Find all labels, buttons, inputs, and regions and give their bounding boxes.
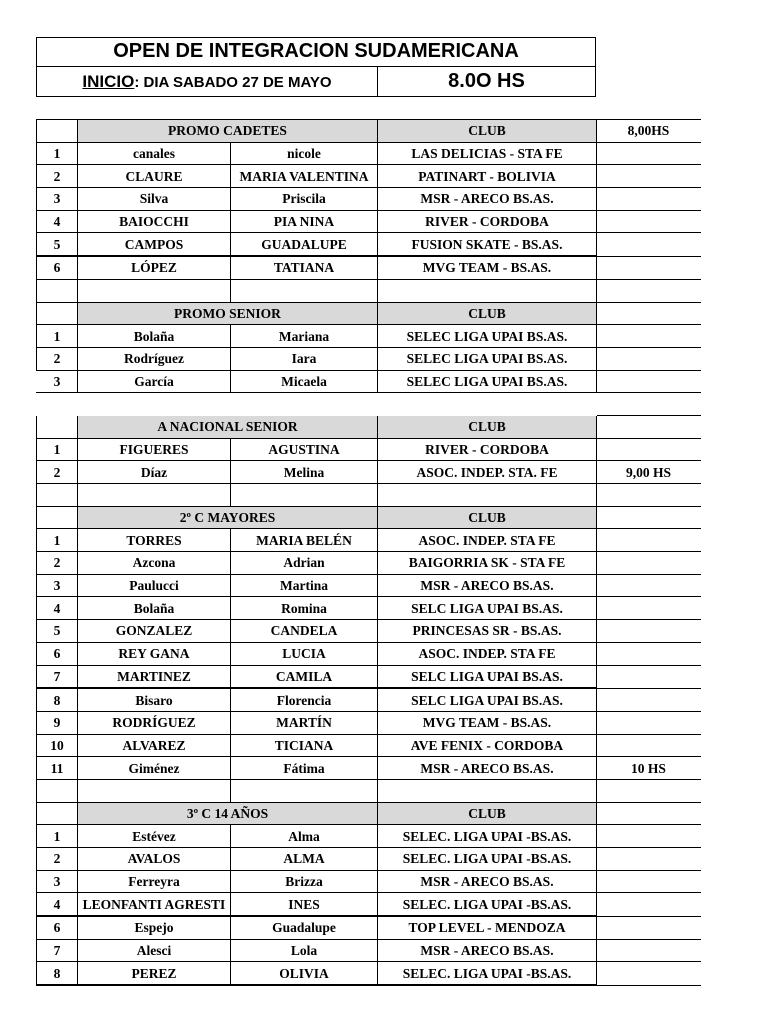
competitor-club: TOP LEVEL - MENDOZA [378, 916, 597, 939]
competitor-club: LAS DELICIAS - STA FE [378, 142, 597, 165]
competitor-time [597, 574, 701, 597]
competitor-last-name: Bolaña [78, 325, 231, 348]
competitor-row [37, 825, 701, 848]
competitor-number: 6 [37, 256, 78, 279]
competitor-club: MSR - ARECO BS.AS. [378, 188, 597, 211]
competitor-first-name: MARTÍN [231, 711, 378, 734]
competitor-club: ASOC. INDEP. STA. FE [378, 461, 597, 484]
competitor-row [37, 370, 701, 393]
competitor-time [597, 347, 701, 370]
competitor-number: 2 [37, 165, 78, 188]
competitor-row [37, 325, 701, 348]
competitor-number: 7 [37, 665, 78, 688]
competitor-last-name: Rodríguez [78, 347, 231, 370]
competitor-time [597, 370, 701, 393]
competitor-time [597, 734, 701, 757]
competitor-last-name: Díaz [78, 461, 231, 484]
competitor-time [597, 256, 701, 279]
competitor-number: 5 [37, 233, 78, 256]
competitor-first-name: nicole [231, 142, 378, 165]
competitor-row [37, 597, 701, 620]
competitor-club: ASOC. INDEP. STA FE [378, 642, 597, 665]
competitor-number: 1 [37, 529, 78, 552]
category-time [597, 802, 701, 825]
competitor-number: 2 [37, 347, 78, 370]
competitor-number: 3 [37, 574, 78, 597]
competitor-number: 1 [37, 325, 78, 348]
competitor-club: BAIGORRIA SK - STA FE [378, 552, 597, 575]
competitor-row [37, 734, 701, 757]
competitor-row [37, 642, 701, 665]
empty-cell [37, 415, 78, 438]
competitor-row [37, 529, 701, 552]
competitor-last-name: MARTINEZ [78, 665, 231, 688]
competitor-club: MVG TEAM - BS.AS. [378, 256, 597, 279]
start-date-cell [37, 67, 378, 97]
competitor-number: 8 [37, 688, 78, 711]
competitor-last-name: García [78, 370, 231, 393]
competitor-last-name: REY GANA [78, 642, 231, 665]
competitor-time [597, 665, 701, 688]
competitor-time [597, 848, 701, 871]
empty-cell [597, 393, 701, 416]
empty-cell [37, 279, 78, 302]
competitor-last-name: Azcona [78, 552, 231, 575]
competitor-club: MSR - ARECO BS.AS. [378, 757, 597, 780]
competitor-club: SELEC. LIGA UPAI -BS.AS. [378, 962, 597, 985]
competitor-club: MSR - ARECO BS.AS. [378, 870, 597, 893]
category-title: A NACIONAL SENIOR [78, 415, 378, 438]
event-header [36, 37, 596, 97]
category-time [597, 506, 701, 529]
competitor-club: AVE FENIX - CORDOBA [378, 734, 597, 757]
competitor-number: 3 [37, 188, 78, 211]
competitor-last-name: Ferreyra [78, 870, 231, 893]
empty-cell [37, 302, 78, 325]
empty-cell [231, 279, 378, 302]
competitor-first-name: Priscila [231, 188, 378, 211]
competitor-last-name: Espejo [78, 916, 231, 939]
competitor-first-name: OLIVIA [231, 962, 378, 985]
competitor-time: 10 HS [597, 757, 701, 780]
competitor-time [597, 870, 701, 893]
competitor-last-name: GONZALEZ [78, 620, 231, 643]
empty-cell [78, 779, 231, 802]
competitor-first-name: PIA NINA [231, 210, 378, 233]
competitor-last-name: ALVAREZ [78, 734, 231, 757]
empty-cell [597, 779, 701, 802]
competitor-first-name: TATIANA [231, 256, 378, 279]
competitor-last-name: CAMPOS [78, 233, 231, 256]
competitor-row [37, 688, 701, 711]
competitor-first-name: Lola [231, 939, 378, 962]
club-column-header: CLUB [378, 302, 597, 325]
competitor-club: SELEC LIGA UPAI BS.AS. [378, 347, 597, 370]
competitor-first-name: Brizza [231, 870, 378, 893]
competitor-club: PATINART - BOLIVIA [378, 165, 597, 188]
competitor-last-name: Giménez [78, 757, 231, 780]
competitor-row [37, 711, 701, 734]
competitor-row [37, 962, 701, 985]
category-title: 2º C MAYORES [78, 506, 378, 529]
competitor-first-name: Micaela [231, 370, 378, 393]
empty-cell [78, 279, 231, 302]
competitor-last-name: Bolaña [78, 597, 231, 620]
empty-cell [378, 279, 597, 302]
competitor-time [597, 893, 701, 916]
competitor-club: MVG TEAM - BS.AS. [378, 711, 597, 734]
competitor-time [597, 597, 701, 620]
competitor-number: 10 [37, 734, 78, 757]
empty-cell [231, 393, 378, 416]
competitor-first-name: Fátima [231, 757, 378, 780]
competitor-last-name: Silva [78, 188, 231, 211]
club-column-header: CLUB [378, 506, 597, 529]
competitor-first-name: MARIA VALENTINA [231, 165, 378, 188]
competitor-number: 2 [37, 552, 78, 575]
empty-cell [37, 779, 78, 802]
competitor-last-name: CLAURE [78, 165, 231, 188]
spacer-row [37, 484, 701, 507]
competitor-row [37, 893, 701, 916]
category-title: PROMO SENIOR [78, 302, 378, 325]
competitor-time [597, 642, 701, 665]
competitor-last-name: TORRES [78, 529, 231, 552]
category-time [597, 415, 701, 438]
competitor-first-name: GUADALUPE [231, 233, 378, 256]
club-column-header: CLUB [378, 120, 597, 143]
competitor-first-name: INES [231, 893, 378, 916]
competitor-row [37, 574, 701, 597]
competitor-first-name: Mariana [231, 325, 378, 348]
competitor-last-name: LÓPEZ [78, 256, 231, 279]
competitor-number: 1 [37, 825, 78, 848]
competitor-last-name: PEREZ [78, 962, 231, 985]
competitor-first-name: Florencia [231, 688, 378, 711]
start-info-row [37, 67, 595, 97]
competitor-club: MSR - ARECO BS.AS. [378, 574, 597, 597]
competitor-row [37, 347, 701, 370]
category-header-row [37, 302, 701, 325]
category-header-row [37, 120, 701, 143]
competitor-first-name: CANDELA [231, 620, 378, 643]
competitor-first-name: CAMILA [231, 665, 378, 688]
competitor-time [597, 688, 701, 711]
competitor-number: 3 [37, 370, 78, 393]
competitor-row [37, 620, 701, 643]
competitor-number: 4 [37, 210, 78, 233]
category-title: 3º C 14 AÑOS [78, 802, 378, 825]
competitor-time [597, 620, 701, 643]
competitor-last-name: canales [78, 142, 231, 165]
competitor-row [37, 210, 701, 233]
competitor-number: 11 [37, 757, 78, 780]
competitor-first-name: ALMA [231, 848, 378, 871]
competitor-club: ASOC. INDEP. STA FE [378, 529, 597, 552]
competitor-time [597, 916, 701, 939]
competitor-club: SELEC. LIGA UPAI -BS.AS. [378, 848, 597, 871]
start-time: 8.0O HS [448, 70, 525, 92]
category-header-row [37, 506, 701, 529]
competitor-last-name: RODRÍGUEZ [78, 711, 231, 734]
competitor-number: 1 [37, 142, 78, 165]
competitor-club: SELEC LIGA UPAI BS.AS. [378, 370, 597, 393]
competitor-number: 8 [37, 962, 78, 985]
competitor-club: RIVER - CORDOBA [378, 210, 597, 233]
competitor-row [37, 757, 701, 780]
competitor-row [37, 142, 701, 165]
competitor-last-name: Bisaro [78, 688, 231, 711]
competitor-time [597, 939, 701, 962]
competitor-row [37, 848, 701, 871]
spacer-row [37, 779, 701, 802]
competitor-time [597, 165, 701, 188]
competitor-last-name: LEONFANTI AGRESTI [78, 893, 231, 916]
competitor-number: 9 [37, 711, 78, 734]
competitor-first-name: Guadalupe [231, 916, 378, 939]
competitor-number: 1 [37, 438, 78, 461]
competitor-last-name: FIGUERES [78, 438, 231, 461]
competitor-number: 5 [37, 620, 78, 643]
competitor-club: SELC LIGA UPAI BS.AS. [378, 597, 597, 620]
competitor-club: FUSION SKATE - BS.AS. [378, 233, 597, 256]
competitor-row [37, 438, 701, 461]
empty-cell [597, 484, 701, 507]
competitor-number: 4 [37, 597, 78, 620]
competitor-club: PRINCESAS SR - BS.AS. [378, 620, 597, 643]
empty-cell [231, 779, 378, 802]
competitor-number: 6 [37, 916, 78, 939]
competitor-time [597, 210, 701, 233]
competitor-row [37, 461, 701, 484]
empty-cell [597, 279, 701, 302]
competitor-first-name: LUCIA [231, 642, 378, 665]
competitor-first-name: MARIA BELÉN [231, 529, 378, 552]
competitor-number: 3 [37, 870, 78, 893]
competitor-first-name: Melina [231, 461, 378, 484]
event-title: OPEN DE INTEGRACION SUDAMERICANA [37, 38, 595, 67]
competitor-first-name: AGUSTINA [231, 438, 378, 461]
start-label: INICIO [82, 72, 135, 91]
competitor-first-name: Martina [231, 574, 378, 597]
club-column-header: CLUB [378, 415, 597, 438]
competitor-number: 2 [37, 461, 78, 484]
competitor-time [597, 825, 701, 848]
competitor-last-name: Alesci [78, 939, 231, 962]
category-header-row [37, 802, 701, 825]
competitors-table [36, 119, 701, 986]
spacer-row [37, 279, 701, 302]
competitor-last-name: Paulucci [78, 574, 231, 597]
competitor-time [597, 552, 701, 575]
competitor-number: 6 [37, 642, 78, 665]
competitor-time [597, 142, 701, 165]
competitor-last-name: AVALOS [78, 848, 231, 871]
competitor-time [597, 962, 701, 985]
gap-row [37, 393, 701, 416]
category-title: PROMO CADETES [78, 120, 378, 143]
competitor-first-name: TICIANA [231, 734, 378, 757]
competitor-time [597, 711, 701, 734]
competitor-club: SELEC. LIGA UPAI -BS.AS. [378, 825, 597, 848]
empty-cell [378, 779, 597, 802]
competitor-row [37, 552, 701, 575]
competitor-first-name: Alma [231, 825, 378, 848]
competitor-time [597, 438, 701, 461]
empty-cell [37, 506, 78, 529]
category-time [597, 302, 701, 325]
empty-cell [378, 393, 597, 416]
competitor-club: SELC LIGA UPAI BS.AS. [378, 665, 597, 688]
empty-cell [378, 484, 597, 507]
category-time: 8,00HS [597, 120, 701, 143]
competitor-time [597, 188, 701, 211]
category-header-row [37, 415, 701, 438]
competitor-time [597, 325, 701, 348]
competitor-row [37, 165, 701, 188]
competitor-row [37, 233, 701, 256]
competitor-time [597, 233, 701, 256]
competitor-number: 2 [37, 848, 78, 871]
competitor-row [37, 870, 701, 893]
competitor-club: SELC LIGA UPAI BS.AS. [378, 688, 597, 711]
empty-cell [78, 484, 231, 507]
empty-cell [231, 484, 378, 507]
competitor-row [37, 916, 701, 939]
empty-cell [37, 120, 78, 143]
competitor-row [37, 188, 701, 211]
competitor-club: SELEC LIGA UPAI BS.AS. [378, 325, 597, 348]
competitor-time [597, 529, 701, 552]
competitor-first-name: Adrian [231, 552, 378, 575]
start-date: : DIA SABADO 27 DE MAYO [134, 74, 332, 91]
competitor-first-name: Iara [231, 347, 378, 370]
competitor-last-name: BAIOCCHI [78, 210, 231, 233]
competitor-last-name: Estévez [78, 825, 231, 848]
empty-cell [37, 393, 78, 416]
empty-cell [78, 393, 231, 416]
competitor-number: 7 [37, 939, 78, 962]
competitor-club: RIVER - CORDOBA [378, 438, 597, 461]
empty-cell [37, 484, 78, 507]
competitor-club: SELEC. LIGA UPAI -BS.AS. [378, 893, 597, 916]
competitor-row [37, 665, 701, 688]
competitor-club: MSR - ARECO BS.AS. [378, 939, 597, 962]
competitor-row [37, 256, 701, 279]
competitor-first-name: Romina [231, 597, 378, 620]
competitor-number: 4 [37, 893, 78, 916]
competitor-time: 9,00 HS [597, 461, 701, 484]
empty-cell [37, 802, 78, 825]
club-column-header: CLUB [378, 802, 597, 825]
competitor-row [37, 939, 701, 962]
